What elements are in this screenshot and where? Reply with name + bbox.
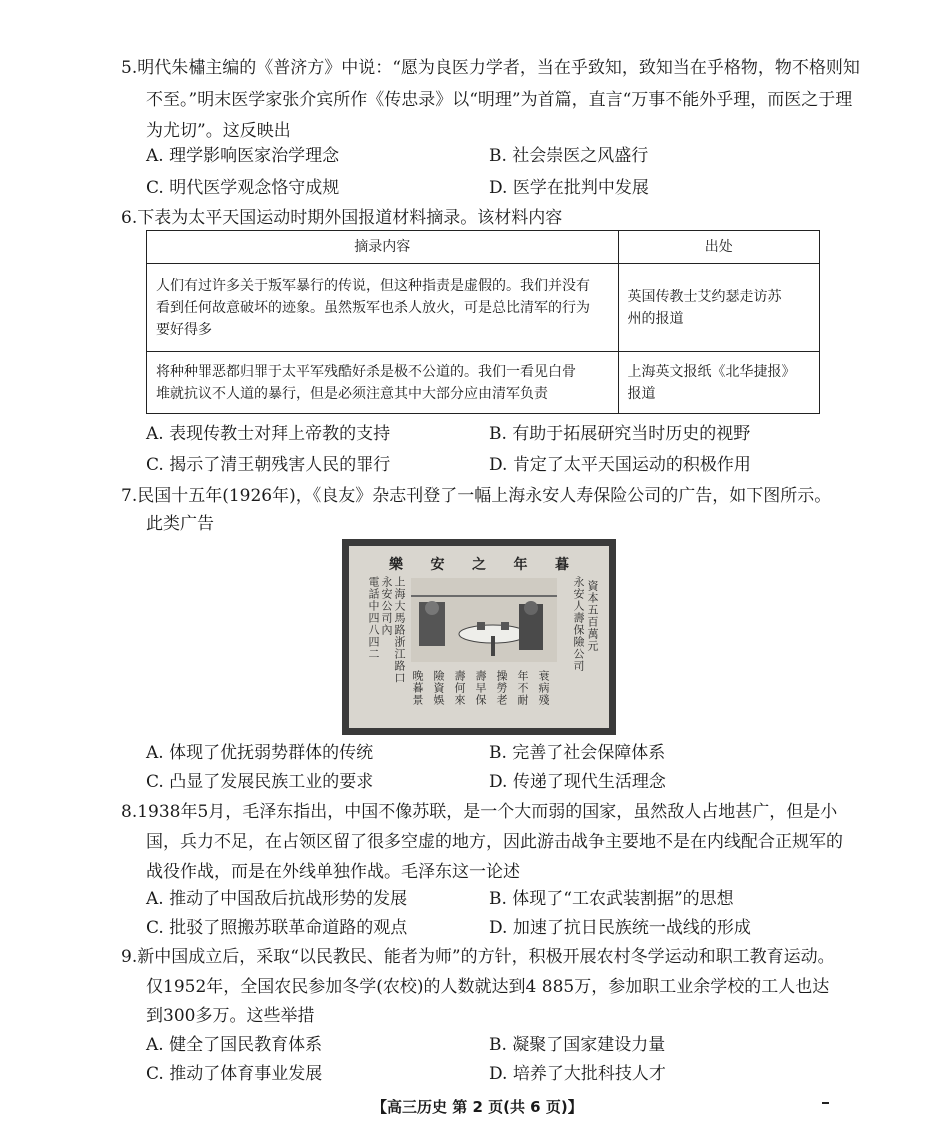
table-header-source: 出处 <box>618 231 819 264</box>
q8-option-a: A. 推动了中国敌后抗战形势的发展 <box>146 889 408 909</box>
q6-line-1: 6.下表为太平天国运动时期外国报道材料摘录。该材料内容 <box>121 208 563 228</box>
cell-line: 上海英文报纸《北华捷报》 <box>627 363 796 380</box>
q6-option-b: B. 有助于拓展研究当时历史的视野 <box>489 424 751 444</box>
q5-line-3: 为尤切”。这反映出 <box>146 121 291 141</box>
ad-char: 景 <box>411 694 424 706</box>
ad-char: 壽 <box>453 670 466 682</box>
ad-char: 保 <box>474 694 487 706</box>
cell-line: 看到任何故意破坏的迹象。虽然叛军也杀人放火，可是总比清军的行为 <box>156 299 590 316</box>
ad-char: 操 <box>495 670 508 682</box>
table-cell-content <box>147 352 619 414</box>
q9-line-1: 9.新中国成立后，采取“以民教民、能者为师”的方针，积极开展农村冬学运动和职工教育运动。 <box>121 947 835 967</box>
insurance-advertisement <box>342 539 616 735</box>
q9-option-d: D. 培养了大批科技人才 <box>489 1064 666 1084</box>
q6-option-c: C. 揭示了清王朝残害人民的罪行 <box>146 455 391 475</box>
q7-option-b: B. 完善了社会保障体系 <box>489 743 666 763</box>
q5-option-a: A. 理学影响医家治学理念 <box>146 146 340 166</box>
ad-phone: 電話中四八四二 <box>367 576 380 660</box>
ad-text-col <box>516 670 529 726</box>
q8-option-c: C. 批驳了照搬苏联革命道路的观点 <box>146 918 408 938</box>
q5-option-d: D. 医学在批判中发展 <box>489 178 649 198</box>
q8-option-b: B. 体现了“工农武装割据”的思想 <box>489 889 734 909</box>
cell-line: 将种种罪恶都归罪于太平军残酷好杀是极不公道的。我们一看见白骨 <box>156 363 576 380</box>
ad-char: 衰 <box>537 670 550 682</box>
q7-option-d: D. 传递了现代生活理念 <box>489 772 666 792</box>
ad-char: 殘 <box>537 694 550 706</box>
table-row <box>147 264 820 352</box>
ad-char: 不 <box>516 682 529 694</box>
ad-char: 何 <box>453 682 466 694</box>
ad-char: 勞 <box>495 682 508 694</box>
ad-char: 資 <box>432 682 445 694</box>
ad-address: 上海大馬路浙江路口 <box>393 576 406 684</box>
ad-address-2: 永安公司內 <box>380 576 393 636</box>
q8-line-3: 战役作战，而是在外线单独作战。毛泽东这一论述 <box>146 862 520 882</box>
q6-table <box>146 230 820 414</box>
table-cell-source <box>618 352 819 414</box>
q8-line-2: 国，兵力不足，在占领区留了很多空虚的地方，因此游击战争主要地不是在内线配合正规军的 <box>146 832 843 852</box>
q7-line-1: 7.民国十五年(1926年)，《良友》杂志刊登了一幅上海永安人寿保险公司的广告，如下图所示。 <box>121 486 832 506</box>
q9-option-a: A. 健全了国民教育体系 <box>146 1035 323 1055</box>
ad-text-col <box>411 670 424 726</box>
ad-text-col <box>537 670 550 726</box>
corner-mark <box>822 1102 829 1104</box>
page-footer: 【高三历史 第 2 页(共 6 页)】 <box>372 1098 583 1116</box>
ad-title-char: 安 <box>430 557 445 573</box>
ad-picture <box>349 546 609 728</box>
table-header-row <box>147 231 820 264</box>
ad-char: 老 <box>495 694 508 706</box>
q9-option-c: C. 推动了体育事业发展 <box>146 1064 323 1084</box>
table-cell-content <box>147 264 619 352</box>
table-row <box>147 352 820 414</box>
table-header-content: 摘录内容 <box>147 231 619 264</box>
cell-line: 堆就抗议不人道的暴行，但是必须注意其中大部分应由清军负责 <box>156 385 548 402</box>
q7-option-c: C. 凸显了发展民族工业的要求 <box>146 772 374 792</box>
ad-title <box>389 554 569 574</box>
q9-line-3: 到300多万。这些举措 <box>146 1006 315 1026</box>
ad-bottom-text <box>411 670 550 726</box>
q5-option-b: B. 社会崇医之风盛行 <box>489 146 649 166</box>
ad-text-col <box>453 670 466 726</box>
cell-line: 英国传教士艾约瑟走访苏 <box>627 288 782 305</box>
q9-line-2: 仅1952年，全国农民参加冬学(农校)的人数就达到4 885万，参加职工业余学校的工人也达 <box>146 977 830 997</box>
cell-line: 州的报道 <box>627 310 684 327</box>
table-cell-source <box>618 264 819 352</box>
ad-text-col <box>495 670 508 726</box>
ad-text-col <box>474 670 487 726</box>
ad-char: 耐 <box>516 694 529 706</box>
q6-option-a: A. 表现传教士对拜上帝教的支持 <box>146 424 391 444</box>
q9-option-b: B. 凝聚了国家建设力量 <box>489 1035 666 1055</box>
ad-title-char: 暮 <box>555 557 569 573</box>
ad-char: 早 <box>474 682 487 694</box>
q5-line-2: 不至。”明末医学家张介宾所作《传忠录》以“明理”为首篇，直言“万事不能外乎理，而医之于理 <box>146 90 853 110</box>
q7-option-a: A. 体现了优抚弱势群体的传统 <box>146 743 374 763</box>
q8-line-1: 8.1938年5月，毛泽东指出，中国不像苏联，是一个大而弱的国家，虽然敌人占地甚广，但是小 <box>121 802 838 822</box>
cell-line: 报道 <box>627 385 656 402</box>
ad-capital: 資本五百萬元 <box>586 580 599 652</box>
ad-title-char: 樂 <box>389 557 403 573</box>
ad-char: 險 <box>432 670 445 682</box>
q5-option-c: C. 明代医学观念恪守成规 <box>146 178 340 198</box>
ad-illustration <box>411 578 557 662</box>
q5-line-1: 5.明代朱橚主编的《普济方》中说：“愿为良医力学者，当在乎致知，致知当在乎格物，物不格则知 <box>121 58 860 78</box>
ad-char: 病 <box>537 682 550 694</box>
ad-char: 來 <box>453 694 466 706</box>
cell-line: 人们有过许多关于叛军暴行的传说，但这种指责是虚假的。我们并没有 <box>156 277 590 294</box>
q6-option-d: D. 肯定了太平天国运动的积极作用 <box>489 455 751 475</box>
q7-line-2: 此类广告 <box>146 514 214 534</box>
ad-title-char: 之 <box>472 557 486 573</box>
ad-char: 晚 <box>411 670 424 682</box>
ad-company-name: 永安人壽保險公司 <box>572 576 585 672</box>
cell-line: 要好得多 <box>156 321 212 338</box>
ad-char: 年 <box>516 670 529 682</box>
ad-text-col <box>432 670 445 726</box>
ad-char: 壽 <box>474 670 487 682</box>
ad-char: 暮 <box>411 682 424 694</box>
ad-title-char: 年 <box>513 557 528 573</box>
ad-char: 娛 <box>432 694 445 706</box>
q8-option-d: D. 加速了抗日民族统一战线的形成 <box>489 918 751 938</box>
